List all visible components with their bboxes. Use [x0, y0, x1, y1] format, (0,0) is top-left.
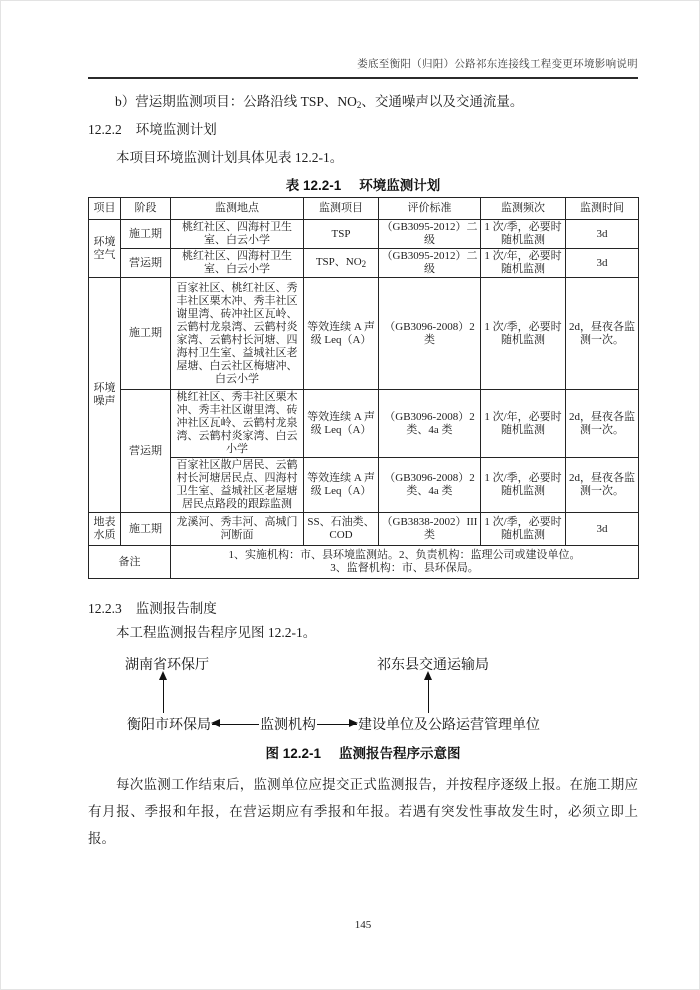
figure-caption-title: 监测报告程序示意图 [339, 746, 461, 761]
cell-air-c-standard: （GB3095-2012）二级 [379, 220, 481, 249]
cell-water-project: 地表水质 [89, 513, 121, 546]
cell-air-o-frequency: 1 次/年，必要时随机监测 [481, 249, 566, 278]
figure-caption-label: 图 12.2-1 [265, 746, 322, 761]
air-o-item-pre: TSP、NO [315, 255, 362, 268]
notes-line-1: 1、实施机构：市、县环境监测站。2、负责机构：监理公司或建设单位。 [228, 549, 581, 561]
up-arrow-icon [163, 679, 164, 713]
cell-water-standard: （GB3838-2002）III 类 [379, 513, 481, 546]
running-header: 娄底至衡阳（归阳）公路祁东连接线工程变更环境影响说明 [357, 59, 638, 70]
table-header-row [89, 198, 639, 220]
cell-noise-c-standard: （GB3096-2008）2 类 [379, 278, 481, 390]
cell-water-stage: 施工期 [121, 513, 171, 546]
table-row [89, 458, 639, 513]
paragraph-item-b [88, 90, 665, 110]
col-header-frequency: 监测频次 [481, 198, 566, 220]
col-header-stage: 阶段 [121, 198, 171, 220]
cell-water-location: 龙溪河、秀丰河、高城门河断面 [171, 513, 304, 546]
table-caption [88, 174, 638, 194]
cell-air-c-location: 桃红社区、四海村卫生室、白云小学 [171, 220, 304, 249]
cell-noise-o1-location: 桃红社区、秀丰社区栗木冲、秀丰社区谢里湾、砖冲社区瓦岭、云鹤村龙泉湾、云鹤村炎家湾、白云小学 [171, 390, 304, 458]
cell-noise-c-frequency: 1 次/季，必要时随机监测 [481, 278, 566, 390]
section-number: 12.2.2 [88, 122, 122, 137]
col-header-standard: 评价标准 [379, 198, 481, 220]
cell-noise-o2-frequency: 1 次/季，必要时随机监测 [481, 458, 566, 513]
cell-air-o-item [304, 249, 379, 278]
col-header-item: 监测项目 [304, 198, 379, 220]
cell-noise-project: 环境噪声 [89, 278, 121, 513]
table-caption-label: 表 12.2-1 [285, 178, 342, 193]
cell-air-o-duration: 3d [566, 249, 639, 278]
left-arrow-icon [212, 724, 259, 725]
right-arrow-icon [317, 724, 357, 725]
cell-noise-o2-standard: （GB3096-2008）2 类、4a 类 [379, 458, 481, 513]
cell-noise-o2-location: 百家社区散户居民、云鹤村长河塘居民点、四海村卫生室、益城社区老屋塘居民点路段的跟踪监测 [171, 458, 304, 513]
cell-noise-o1-standard: （GB3096-2008）2 类、4a 类 [379, 390, 481, 458]
monitoring-plan-table [88, 197, 639, 579]
cell-air-c-stage: 施工期 [121, 220, 171, 249]
cell-noise-o-stage: 营运期 [121, 390, 171, 513]
paragraph-1222: 本项目环境监测计划具体见表 12.2-1。 [116, 150, 344, 165]
diagram-node-city-epb: 衡阳市环保局 [127, 718, 211, 733]
diagram-node-construction-unit: 建设单位及公路运营管理单位 [358, 718, 540, 733]
diagram-node-monitoring-agency: 监测机构 [260, 718, 316, 733]
table-row [89, 249, 639, 278]
cell-air-c-duration: 3d [566, 220, 639, 249]
section-heading-1223 [88, 597, 638, 617]
section-heading-1222 [88, 118, 638, 138]
cell-noise-o1-duration: 2d，昼夜各监测一次。 [566, 390, 639, 458]
cell-water-frequency: 1 次/季，必要时随机监测 [481, 513, 566, 546]
page-number: 145 [354, 919, 372, 931]
diagram-node-provincial-epb: 湖南省环保厅 [125, 658, 209, 673]
cell-air-o-standard: （GB3095-2012）二级 [379, 249, 481, 278]
no2-subscript: 2 [356, 100, 362, 110]
section-number: 12.2.3 [88, 601, 122, 616]
cell-noise-c-location: 百家社区、桃红社区、秀丰社区栗木冲、秀丰社区谢里湾、砖冲社区瓦岭、云鹤村龙泉湾、云鹤村炎家湾、云鹤村长河塘、四海村卫生室、益城社区老屋塘、白云社区梅塘冲、白云小学 [171, 278, 304, 390]
section-title: 环境监测计划 [135, 122, 217, 137]
table-row [89, 513, 639, 546]
cell-noise-c-item: 等效连续 A 声级 Leq（A） [304, 278, 379, 390]
notes-line-2: 3、监督机构：市、县环保局。 [330, 562, 479, 574]
diagram-bottom-row [127, 714, 540, 734]
table-row [89, 390, 639, 458]
cell-water-item: SS、石油类、COD [304, 513, 379, 546]
closing-paragraph: 每次监测工作结束后，监测单位应提交正式监测报告，并按程序逐级上报。在施工期应有月报、季报和年报，在营运期应有季报和年报。若遇有突发性事故发生时，必须立即上报。 [88, 777, 638, 846]
cell-noise-o2-item: 等效连续 A 声级 Leq（A） [304, 458, 379, 513]
paragraph-1223: 本工程监测报告程序见图 12.2-1。 [116, 625, 317, 640]
cell-noise-o1-frequency: 1 次/年，必要时随机监测 [481, 390, 566, 458]
item-b-text-post: 、交通噪声以及交通流量。 [361, 94, 524, 109]
cell-air-o-location: 桃红社区、四海村卫生室、白云小学 [171, 249, 304, 278]
col-header-location: 监测地点 [171, 198, 304, 220]
figure-caption [88, 742, 638, 762]
table-row [89, 220, 639, 249]
cell-noise-o1-item: 等效连续 A 声级 Leq（A） [304, 390, 379, 458]
table-row [89, 278, 639, 390]
up-arrow-icon [428, 679, 429, 713]
cell-water-duration: 3d [566, 513, 639, 546]
cell-air-c-frequency: 1 次/季，必要时随机监测 [481, 220, 566, 249]
cell-noise-c-stage: 施工期 [121, 278, 171, 390]
cell-air-o-stage: 营运期 [121, 249, 171, 278]
no2-subscript: 2 [361, 258, 367, 269]
col-header-duration: 监测时间 [566, 198, 639, 220]
cell-notes-label: 备注 [89, 546, 171, 579]
item-b-text-pre: b）营运期监测项目：公路沿线 TSP、NO [115, 94, 357, 109]
diagram-node-county-transport: 祁东县交通运输局 [377, 658, 489, 673]
header-rule [88, 77, 638, 79]
table-notes-row [89, 546, 639, 579]
cell-air-c-item: TSP [304, 220, 379, 249]
cell-air-project: 环境空气 [89, 220, 121, 278]
cell-noise-c-duration: 2d，昼夜各监测一次。 [566, 278, 639, 390]
cell-notes-content [171, 546, 639, 579]
cell-noise-o2-duration: 2d，昼夜各监测一次。 [566, 458, 639, 513]
section-title: 监测报告制度 [135, 601, 217, 616]
col-header-project: 项目 [89, 198, 121, 220]
table-caption-title: 环境监测计划 [359, 178, 441, 193]
